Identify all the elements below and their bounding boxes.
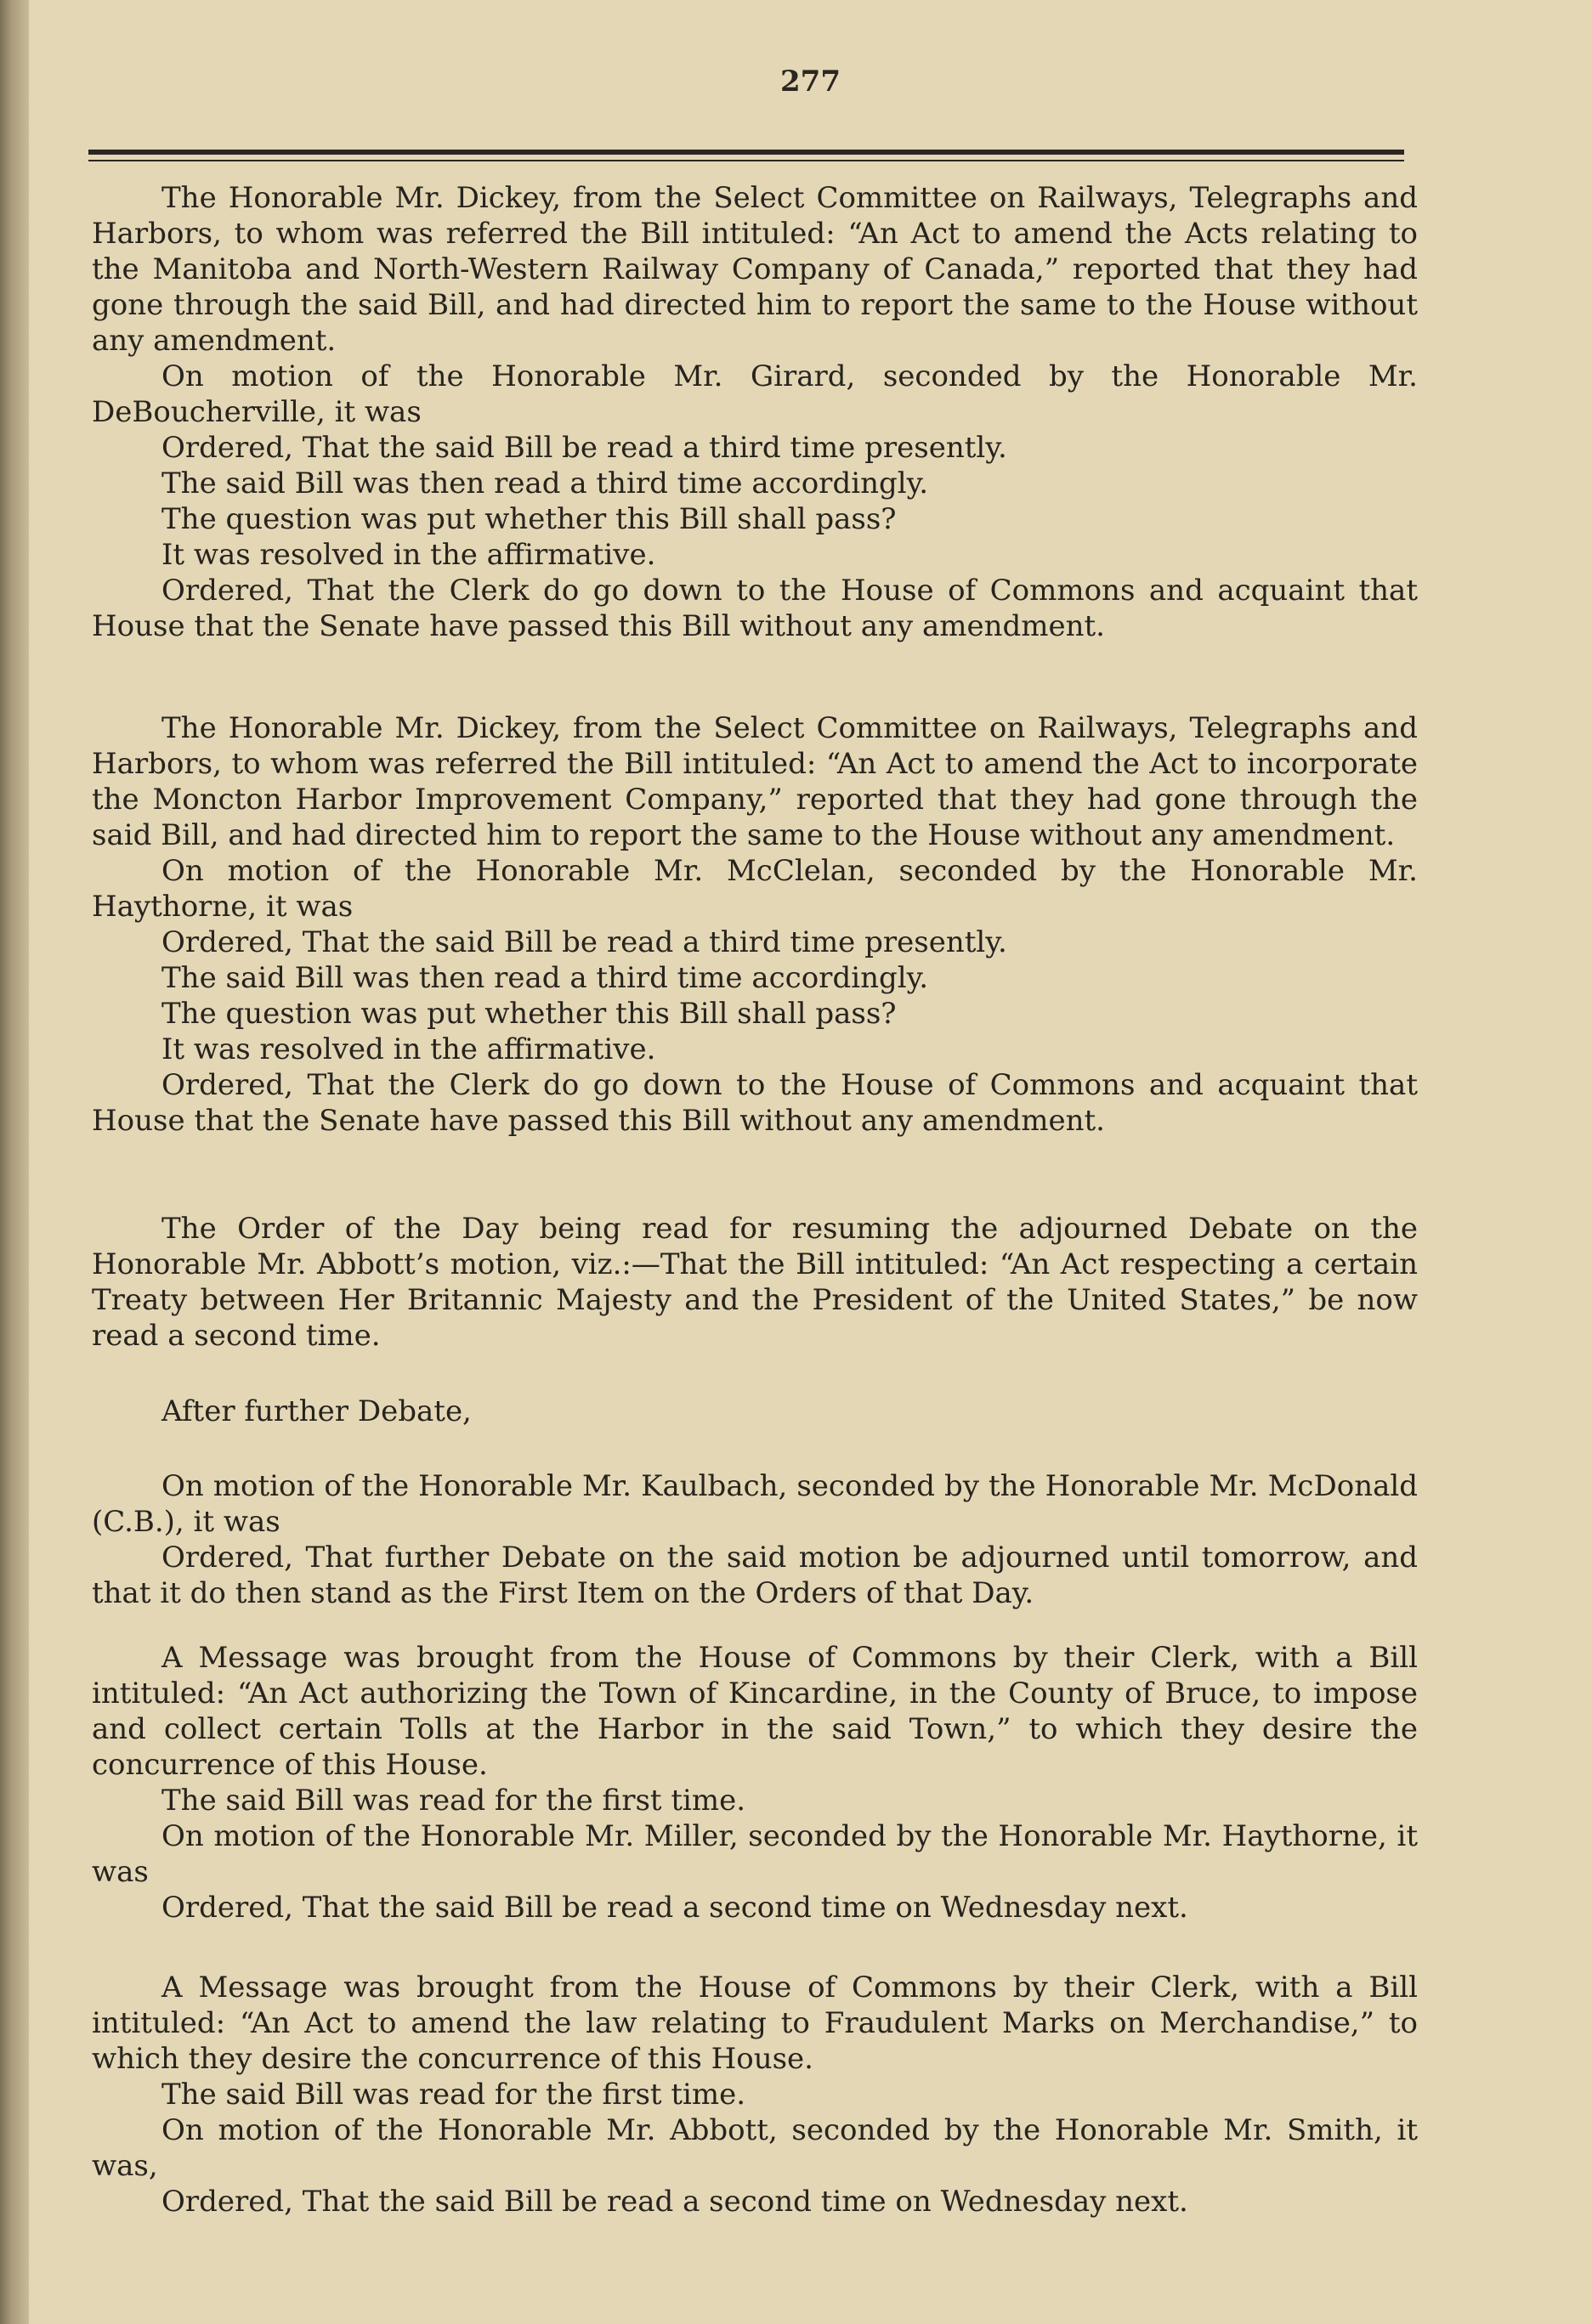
paragraph: After further Debate, bbox=[161, 1394, 472, 1428]
paragraph: The Honorable Mr. Dickey, from the Select Committee on Railways, Telegraphs and Harbors, to whom was referred the Bill intituled: “An Act to amend the Acts relating to the Manitoba and North-Western Railway Company of Canada,” reported that they had gone through the said Bill, and had directed him to report the same to the House without any amendment. bbox=[92, 181, 1418, 358]
paragraph: Ordered, That the said Bill be read a second time on Wednesday next. bbox=[161, 1891, 1188, 1925]
paragraph: The question was put whether this Bill shall pass? bbox=[161, 997, 897, 1031]
section-dickey-moncton-bill bbox=[92, 710, 1418, 1139]
header-rule-thin bbox=[88, 160, 1404, 161]
book-binding-edge bbox=[0, 0, 29, 2324]
header-rule-thick bbox=[88, 150, 1404, 155]
paragraph: Ordered, That the Clerk do go down to the House of Commons and acquaint that House that the Senate have passed this Bill without any amendment. bbox=[92, 574, 1418, 643]
paragraph: The said Bill was then read a third time accordingly. bbox=[161, 466, 929, 500]
paragraph: The said Bill was read for the first time. bbox=[161, 1784, 746, 1818]
paragraph: Ordered, That the said Bill be read a third time presently. bbox=[161, 431, 1007, 465]
paragraph: On motion of the Honorable Mr. Girard, seconded by the Honorable Mr. DeBoucherville, it was bbox=[92, 359, 1418, 429]
paragraph: On motion of the Honorable Mr. Kaulbach, seconded by the Honorable Mr. McDonald (C.B.), it was bbox=[92, 1469, 1418, 1539]
paragraph: The said Bill was read for the first time. bbox=[161, 2078, 746, 2112]
section-fraudulent-marks-message bbox=[92, 1970, 1418, 2219]
paragraph: It was resolved in the affirmative. bbox=[161, 538, 656, 572]
journal-page bbox=[29, 0, 1592, 2324]
paragraph: It was resolved in the affirmative. bbox=[161, 1032, 656, 1066]
paragraph: The Honorable Mr. Dickey, from the Select Committee on Railways, Telegraphs and Harbors, to whom was referred the Bill intituled: “An Act to amend the Act to incorporate the Moncton Harbor Improvement Company,” reported that they had gone through the said Bill, and had directed him to report the same to the House without any amendment. bbox=[92, 711, 1418, 852]
paragraph: The Order of the Day being read for resuming the adjourned Debate on the Honorable Mr. Abbott’s motion, viz.:—That the Bill intituled: “An Act respecting a certain Treaty between Her Britannic Majesty and the President of the United States,” be now read a second time. bbox=[92, 1212, 1418, 1353]
section-kincardine-message bbox=[92, 1640, 1418, 1925]
paragraph: On motion of the Honorable Mr. Abbott, seconded by the Honorable Mr. Smith, it was, bbox=[92, 2113, 1418, 2183]
paragraph: On motion of the Honorable Mr. Miller, seconded by the Honorable Mr. Haythorne, it was bbox=[92, 1819, 1418, 1889]
paragraph: Ordered, That the Clerk do go down to the House of Commons and acquaint that House that the Senate have passed this Bill without any amendment. bbox=[92, 1068, 1418, 1138]
section-order-of-day bbox=[92, 1211, 1418, 1354]
section-kaulbach-motion bbox=[92, 1468, 1418, 1611]
page-number: 277 bbox=[780, 65, 841, 99]
paragraph: On motion of the Honorable Mr. McClelan, seconded by the Honorable Mr. Haythorne, it was bbox=[92, 854, 1418, 924]
section-dickey-manitoba-bill bbox=[92, 180, 1418, 644]
paragraph: The question was put whether this Bill shall pass? bbox=[161, 502, 897, 536]
paragraph: Ordered, That the said Bill be read a third time presently. bbox=[161, 925, 1007, 959]
paragraph: The said Bill was then read a third time accordingly. bbox=[161, 961, 929, 995]
paragraph: Ordered, That further Debate on the said motion be adjourned until tomorrow, and that it do then stand as the First Item on the Orders of that Day. bbox=[92, 1541, 1418, 1610]
paragraph: Ordered, That the said Bill be read a second time on Wednesday next. bbox=[161, 2185, 1188, 2219]
paragraph: A Message was brought from the House of Commons by their Clerk, with a Bill intituled: “An Act authorizing the Town of Kincardine, in the County of Bruce, to impose and collect certain Tolls at the Harbor in the said Town,” to which they desire the concurrence of this House. bbox=[92, 1641, 1418, 1782]
paragraph: A Message was brought from the House of Commons by their Clerk, with a Bill intituled: “An Act to amend the law relating to Fraudulent Marks on Merchandise,” to which they desire the concurrence of this House. bbox=[92, 1971, 1418, 2076]
section-further-debate bbox=[92, 1394, 1418, 1429]
